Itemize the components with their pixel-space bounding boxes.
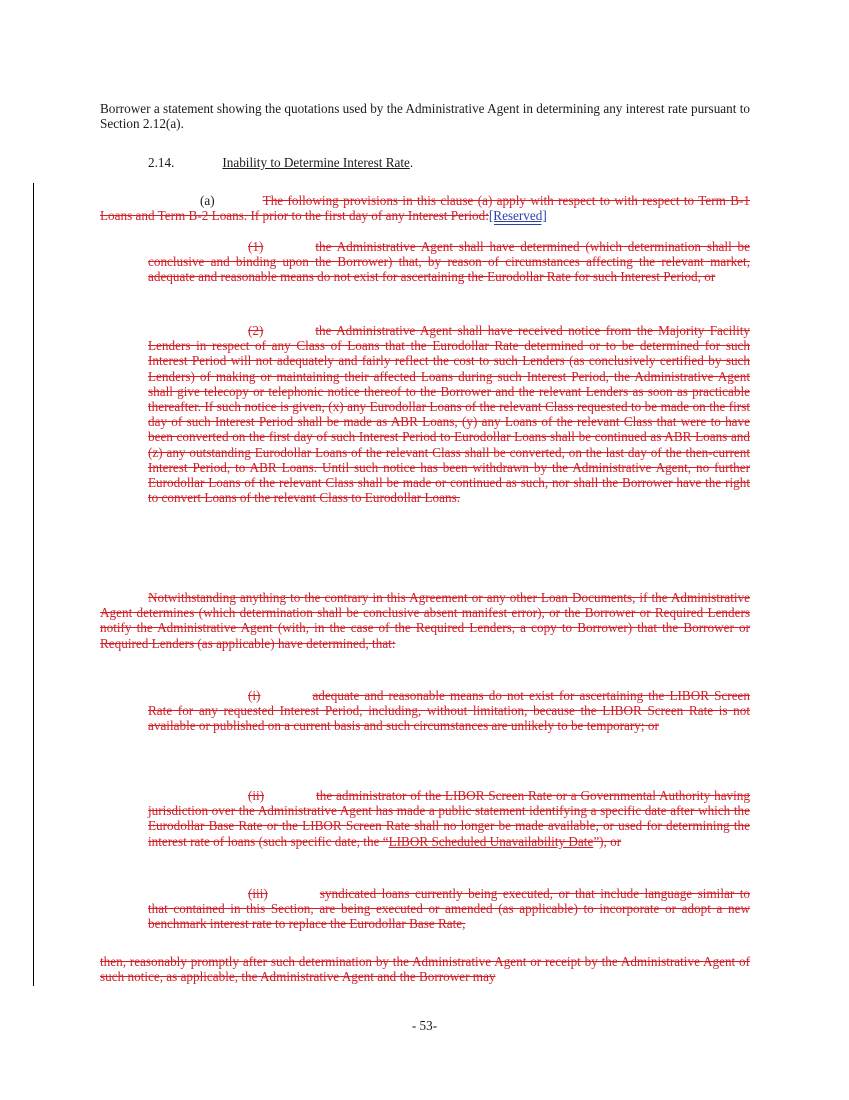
item-1 (148, 239, 750, 285)
item-i-text: adequate and reasonable means do not exist for ascertaining the LIBOR Screen Rate for any requested Interest Period, including, without limitation, because the LIBOR Screen Rate is not available or published on a current basis and such circumstances are unlikely to be temporary; or (148, 688, 750, 734)
section-title: Inability to Determine Interest Rate (222, 155, 410, 170)
section-number: 2.14. (148, 155, 175, 170)
paragraph-a-label: (a) (200, 193, 215, 208)
paragraph-a (100, 193, 750, 223)
defined-term-libor-scheduled-unavailability-date: LIBOR Scheduled Unavailability Date (388, 833, 594, 849)
page-number: - 53- (411, 1018, 438, 1033)
section-heading: 2.14. Inability to Determine Interest Rate. (148, 155, 414, 170)
then-paragraph: then, reasonably promptly after such determination by the Administrative Agent or receipt by the Administrative Agent of such notice, as applicable, the Administrative Agent and the Borrower may (100, 954, 750, 985)
item-iii-label: (iii) (248, 886, 268, 901)
item-i (148, 688, 750, 734)
intro-paragraph: Borrower a statement showing the quotations used by the Administrative Agent in determining any interest rate pursuant to Section 2.12(a). (100, 101, 750, 132)
revision-change-bar (33, 183, 34, 986)
item-iii (148, 886, 750, 932)
item-1-text: the Administrative Agent shall have determined (which determination shall be conclusive and binding upon the Borrower) that, by reason of circumstances affecting the relevant market, adequate and reasonable means do not exist for ascertaining the Eurodollar Rate for such Interest Period, or (148, 239, 750, 285)
item-ii-text: the administrator of the LIBOR Screen Rate or a Governmental Authority having jurisdiction over the Administrative Agent has made a public statement identifying a specific date after which the Eurodollar Base Rate or the LIBOR Screen Rate shall no longer be made available, or used for determining the interest rate of loans (such specific date, the “ (148, 788, 750, 849)
item-ii-label: (ii) (248, 788, 265, 803)
notwithstanding-paragraph: Notwithstanding anything to the contrary in this Agreement or any other Loan Documents, if the Administrative Agent determines (which determination shall be conclusive absent manifest error), or the Borrower or Required Lenders notify the Administrative Agent (with, in the case of the Required Lenders, a copy to Borrower) that the Borrower or Required Lenders (as applicable) have determined, that: (100, 590, 750, 651)
item-2 (148, 323, 750, 505)
paragraph-a-deleted-text: The following provisions in this clause (a) apply with respect to with respect to Term B-1 Loans and Term B-2 Loans. If prior to the first day of any Interest Period: (100, 193, 750, 224)
paragraph-a-inserted-text: [Reserved] (488, 208, 547, 224)
item-2-label: (2) (248, 323, 264, 338)
item-2-text: the Administrative Agent shall have received notice from the Majority Facility Lenders in respect of any Class of Loans that the Eurodollar Rate determined or to be determined for such Interest Period will not adequately and fairly reflect the cost to such Lenders (as conclusively certified by such Lenders) of making or maintaining their affected Loans during such Interest Period, the Administrative Agent shall give telecopy or telephonic notice thereof to the Borrower and the relevant Lenders as soon as practicable thereafter. If such notice is given, (x) any Eurodollar Loans of the relevant Class requested to be made on the first day of such Interest Period shall be made as ABR Loans, (y) any Loans of the relevant Class that were to have been converted on the first day of such Interest Period to Eurodollar Loans shall be continued as ABR Loans and (z) any outstanding Eurodollar Loans of the relevant Class shall be converted, on the last day of the then-current Interest Period, to ABR Loans. Until such notice has been withdrawn by the Administrative Agent, no further Eurodollar Loans of the relevant Class shall be made or continued as such, nor shall the Borrower have the right to convert Loans of the relevant Class to Eurodollar Loans. (148, 323, 750, 506)
item-iii-text: syndicated loans currently being executed, or that include language similar to that contained in this Section, are being executed or amended (as applicable) to incorporate or adopt a new benchmark interest rate to replace the Eurodollar Base Rate, (148, 886, 750, 932)
item-i-label: (i) (248, 688, 261, 703)
item-ii: (ii) the administrator of the LIBOR Screen Rate or a Governmental Authority having jurisdiction over the Administrative Agent has made a public statement identifying a specific date after which the Eurodollar Base Rate or the LIBOR Screen Rate shall no longer be made available, or used for determining the interest rate of loans (such specific date, the “LIBOR Scheduled Unavailability Date”), or (148, 788, 750, 849)
item-1-label: (1) (248, 239, 264, 254)
